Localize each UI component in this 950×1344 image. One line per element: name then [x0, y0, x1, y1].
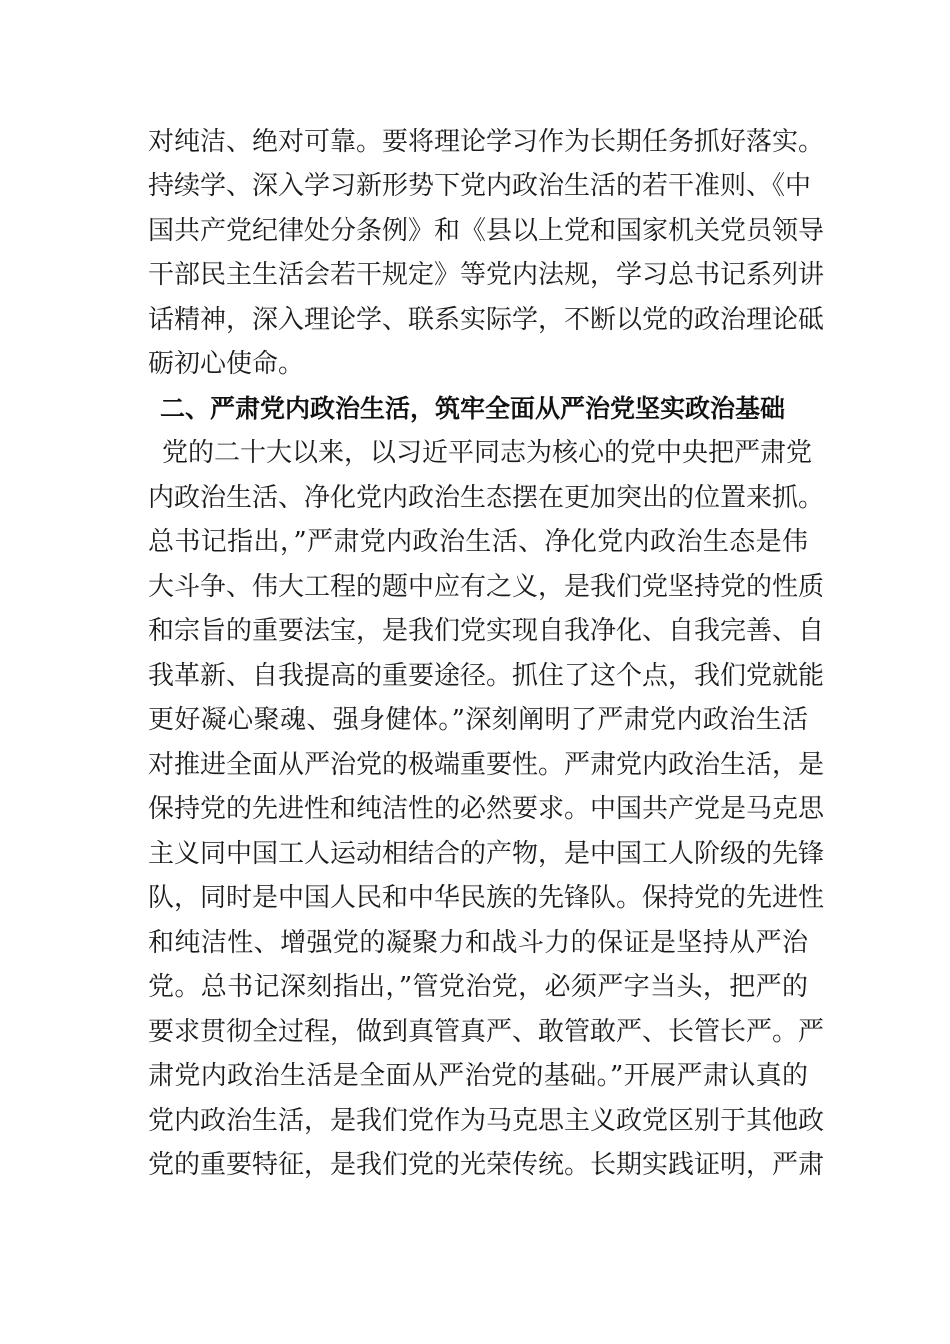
- paragraph-line: 要求贯彻全过程，做到真管真严、敢管敢严、长管长严。严: [148, 1017, 825, 1047]
- paragraph-line: 党的重要特征，是我们党的光荣传统。长期实践证明，严肃: [148, 1150, 825, 1180]
- paragraph-line: 党的二十大以来，以习近平同志为核心的党中央把严肃党: [162, 438, 813, 468]
- paragraph-line: 国共产党纪律处分条例》和《县以上党和国家机关党员领导: [148, 216, 825, 246]
- paragraph-line: 和纯洁性、增强党的凝聚力和战斗力的保证是坚持从严治: [148, 928, 808, 958]
- paragraph-line: 我革新、自我提高的重要途径。抓住了这个点，我们党就能: [148, 661, 825, 691]
- paragraph-line: 和宗旨的重要法宝，是我们党实现自我净化、自我完善、自: [148, 616, 825, 646]
- paragraph-line: 干部民主生活会若干规定》等党内法规，学习总书记系列讲: [148, 260, 825, 290]
- section-heading: 二、严肃党内政治生活，筑牢全面从严治党坚实政治基础: [160, 394, 786, 423]
- paragraph-line: 对纯洁、绝对可靠。要将理论学习作为长期任务抓好落实。: [148, 127, 825, 157]
- paragraph-line: 砺初心使命。: [148, 349, 305, 379]
- paragraph-line: 持续学、深入学习新形势下党内政治生活的若干准则、《中: [148, 171, 812, 201]
- paragraph-line: 大斗争、伟大工程的题中应有之义，是我们党坚持党的性质: [148, 572, 825, 602]
- paragraph-line: 内政治生活、净化党内政治生态摆在更加突出的位置来抓。: [148, 483, 825, 513]
- paragraph-line: 话精神，深入理论学、联系实际学，不断以党的政治理论砥: [148, 305, 825, 335]
- paragraph-line: 对推进全面从严治党的极端重要性。严肃党内政治生活，是: [148, 750, 825, 780]
- paragraph-line: 更好凝心聚魂、强身健体。”深刻阐明了严肃党内政治生活: [148, 705, 808, 735]
- paragraph-line: 总书记指出，”严肃党内政治生活、净化党内政治生态是伟: [148, 527, 808, 557]
- paragraph-line: 肃党内政治生活是全面从严治党的基础。”开展严肃认真的: [148, 1061, 808, 1091]
- paragraph-line: 党内政治生活，是我们党作为马克思主义政党区别于其他政: [148, 1106, 825, 1136]
- paragraph-line: 队，同时是中国人民和中华民族的先锋队。保持党的先进性: [148, 883, 825, 913]
- paragraph-line: 保持党的先进性和纯洁性的必然要求。中国共产党是马克思: [148, 794, 825, 824]
- paragraph-line: 党。总书记深刻指出，”管党治党，必须严字当头，把严的: [148, 972, 808, 1002]
- paragraph-line: 主义同中国工人运动相结合的产物，是中国工人阶级的先锋: [148, 839, 825, 869]
